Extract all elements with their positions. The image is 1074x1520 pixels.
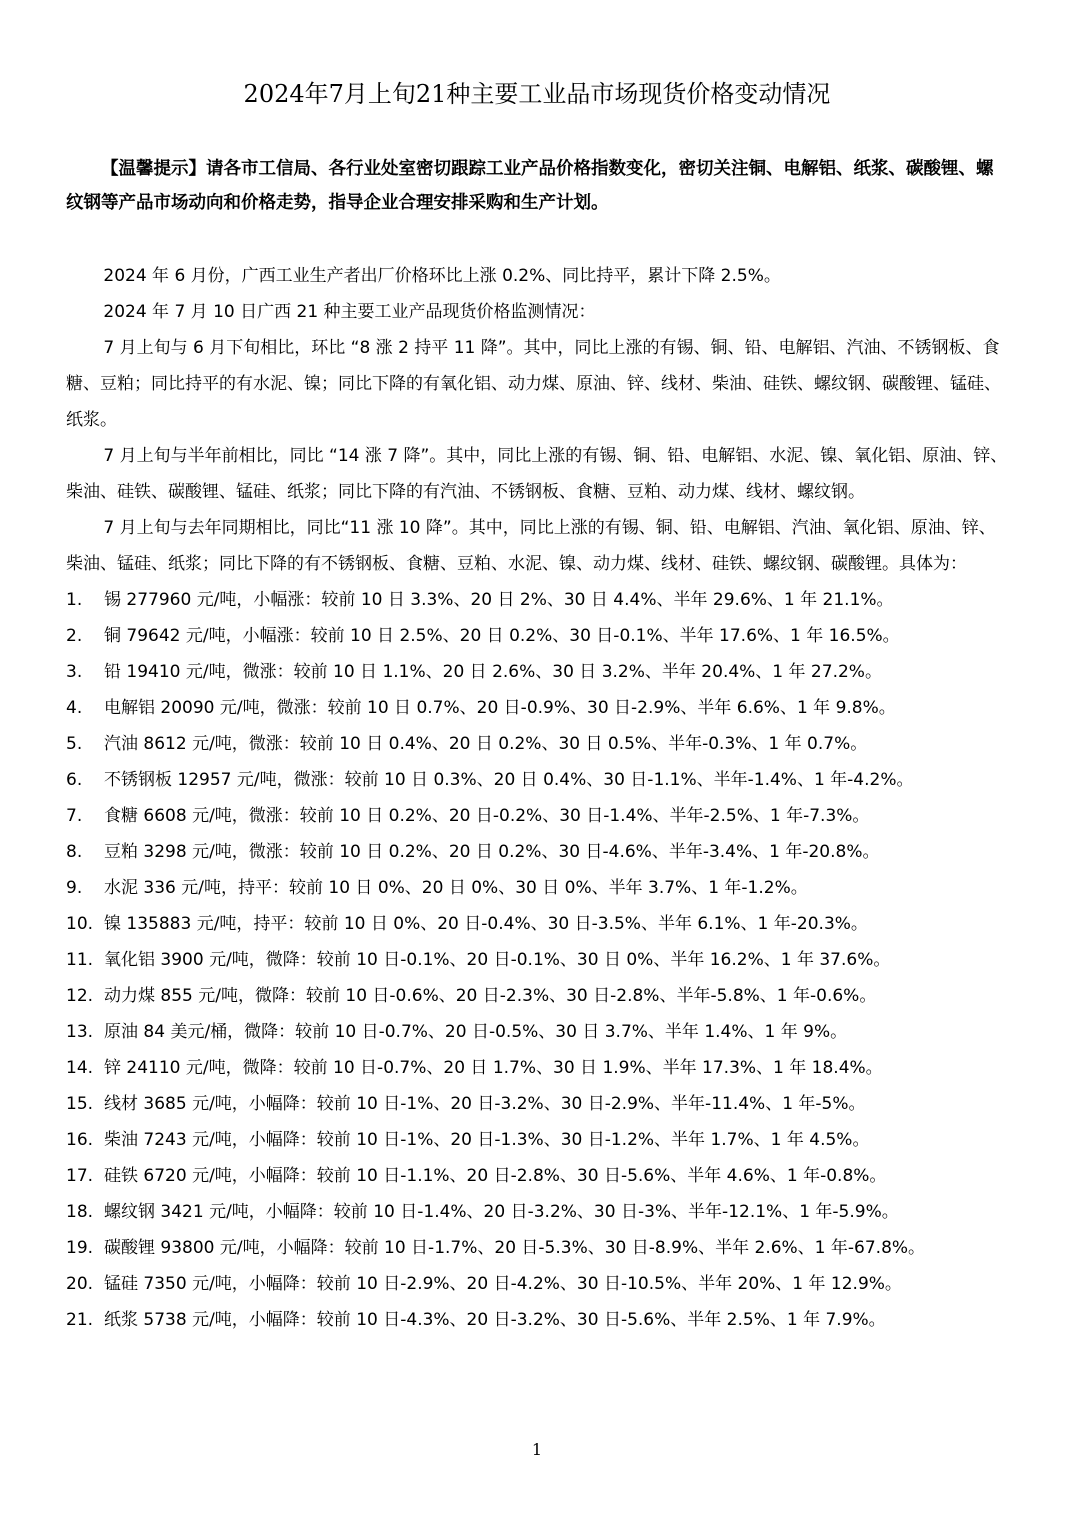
list-item	[66, 762, 1010, 798]
list-item	[66, 942, 1010, 978]
item-text: 动力煤 855 元/吨，微降：较前 10 日-0.6%、20 日-2.3%、30 日-2.8%、半年-5.8%、1 年-0.6%。	[104, 986, 877, 1006]
item-number: 12.	[66, 986, 94, 1006]
item-number: 17.	[66, 1166, 94, 1186]
item-text: 铜 79642 元/吨，小幅涨：较前 10 日 2.5%、20 日 0.2%、30 日-0.1%、半年 17.6%、1 年 16.5%。	[104, 626, 900, 646]
paragraph-ppi-summary: 2024 年 6 月份，广西工业生产者出厂价格环比上涨 0.2%、同比持平，累计下降 2.5%。	[103, 266, 781, 286]
item-number: 8.	[66, 842, 83, 862]
list-item	[66, 1086, 1010, 1122]
list-item	[66, 1266, 1010, 1302]
document-title: 2024年7月上旬21种主要工业品市场现货价格变动情况	[243, 80, 831, 108]
list-item	[66, 618, 1010, 654]
list-item	[66, 726, 1010, 762]
list-item	[66, 1014, 1010, 1050]
item-number: 13.	[66, 1022, 94, 1042]
list-item	[66, 654, 1010, 690]
item-text: 铅 19410 元/吨，微涨：较前 10 日 1.1%、20 日 2.6%、30 日 3.2%、半年 20.4%、1 年 27.2%。	[104, 662, 882, 682]
item-number: 4.	[66, 698, 83, 718]
item-text: 镍 135883 元/吨，持平：较前 10 日 0%、20 日-0.4%、30 日-3.5%、半年 6.1%、1 年-20.3%。	[104, 914, 868, 934]
item-number: 5.	[66, 734, 83, 754]
list-item	[66, 1050, 1010, 1086]
item-text: 氧化铝 3900 元/吨，微降：较前 10 日-0.1%、20 日-0.1%、30 日 0%、半年 16.2%、1 年 37.6%。	[104, 950, 891, 970]
item-number: 10.	[66, 914, 94, 934]
price-item-list	[66, 582, 1010, 1338]
item-text: 原油 84 美元/桶，微降：较前 10 日-0.7%、20 日-0.5%、30 日 3.7%、半年 1.4%、1 年 9%。	[104, 1022, 848, 1042]
item-text: 食糖 6608 元/吨，微涨：较前 10 日 0.2%、20 日-0.2%、30 日-1.4%、半年-2.5%、1 年-7.3%。	[104, 806, 870, 826]
item-text: 碳酸锂 93800 元/吨，小幅降：较前 10 日-1.7%、20 日-5.3%、30 日-8.9%、半年 2.6%、1 年-67.8%。	[104, 1238, 926, 1258]
item-text: 水泥 336 元/吨，持平：较前 10 日 0%、20 日 0%、30 日 0%、半年 3.7%、1 年-1.2%。	[104, 878, 808, 898]
list-item	[66, 906, 1010, 942]
item-number: 19.	[66, 1238, 94, 1258]
item-text: 不锈钢板 12957 元/吨，微涨：较前 10 日 0.3%、20 日 0.4%、30 日-1.1%、半年-1.4%、1 年-4.2%。	[104, 770, 914, 790]
paragraph-month-on-month: 7 月上旬与 6 月下旬相比，环比 “8 涨 2 持平 11 降”。其中，同比上涨的有锡、铜、铅、电解铝、汽油、不锈钢板、食糖、豆粕；同比持平的有水泥、镍；同比下降的有氧化铝、动力煤、原油、锌、线材、柴油、硅铁、螺纹钢、碳酸锂、锰硅、纸浆。	[66, 338, 1001, 430]
item-text: 锰硅 7350 元/吨，小幅降：较前 10 日-2.9%、20 日-4.2%、30 日-10.5%、半年 20%、1 年 12.9%。	[104, 1274, 902, 1294]
item-text: 电解铝 20090 元/吨，微涨：较前 10 日 0.7%、20 日-0.9%、30 日-2.9%、半年 6.6%、1 年 9.8%。	[104, 698, 896, 718]
item-text: 豆粕 3298 元/吨，微涨：较前 10 日 0.2%、20 日 0.2%、30 日-4.6%、半年-3.4%、1 年-20.8%。	[104, 842, 880, 862]
warm-tip: 【温馨提示】请各市工信局、各行业处室密切跟踪工业产品价格指数变化，密切关注铜、电解铝、纸浆、碳酸锂、螺纹钢等产品市场动向和价格走势，指导企业合理安排采购和生产计划。	[66, 159, 994, 213]
item-number: 9.	[66, 878, 83, 898]
item-number: 1.	[66, 590, 83, 610]
item-number: 21.	[66, 1310, 94, 1330]
list-item	[66, 798, 1010, 834]
list-item	[66, 582, 1010, 618]
paragraph-year-on-year: 7 月上旬与去年同期相比，同比“11 涨 10 降”。其中，同比上涨的有锡、铜、铅、电解铝、汽油、氧化铝、原油、锌、柴油、锰硅、纸浆；同比下降的有不锈钢板、食糖、豆粕、水泥、镍、动力煤、线材、硅铁、螺纹钢、碳酸锂。具体为：	[66, 518, 996, 574]
list-item	[66, 834, 1010, 870]
item-text: 锡 277960 元/吨，小幅涨：较前 10 日 3.3%、20 日 2%、30 日 4.4%、半年 29.6%、1 年 21.1%。	[104, 590, 894, 610]
list-item	[66, 1194, 1010, 1230]
list-item	[66, 1122, 1010, 1158]
item-text: 纸浆 5738 元/吨，小幅降：较前 10 日-4.3%、20 日-3.2%、30 日-5.6%、半年 2.5%、1 年 7.9%。	[104, 1310, 886, 1330]
item-number: 15.	[66, 1094, 94, 1114]
item-number: 20.	[66, 1274, 94, 1294]
item-number: 11.	[66, 950, 94, 970]
item-text: 硅铁 6720 元/吨，小幅降：较前 10 日-1.1%、20 日-2.8%、30 日-5.6%、半年 4.6%、1 年-0.8%。	[104, 1166, 887, 1186]
document-body	[66, 258, 1010, 1338]
item-text: 螺纹钢 3421 元/吨，小幅降：较前 10 日-1.4%、20 日-3.2%、30 日-3%、半年-12.1%、1 年-5.9%。	[104, 1202, 899, 1222]
item-text: 线材 3685 元/吨，小幅降：较前 10 日-1%、20 日-3.2%、30 日-2.9%、半年-11.4%、1 年-5%。	[104, 1094, 866, 1114]
item-text: 柴油 7243 元/吨，小幅降：较前 10 日-1%、20 日-1.3%、30 日-1.2%、半年 1.7%、1 年 4.5%。	[104, 1130, 870, 1150]
item-number: 7.	[66, 806, 83, 826]
item-text: 汽油 8612 元/吨，微涨：较前 10 日 0.4%、20 日 0.2%、30 日 0.5%、半年-0.3%、1 年 0.7%。	[104, 734, 868, 754]
list-item	[66, 1230, 1010, 1266]
list-item	[66, 1158, 1010, 1194]
item-number: 16.	[66, 1130, 94, 1150]
paragraph-monitoring-intro: 2024 年 7 月 10 日广西 21 种主要工业产品现货价格监测情况：	[103, 302, 596, 322]
item-number: 18.	[66, 1202, 94, 1222]
item-number: 2.	[66, 626, 83, 646]
page-number: 1	[531, 1440, 543, 1459]
item-number: 6.	[66, 770, 83, 790]
list-item	[66, 690, 1010, 726]
list-item	[66, 978, 1010, 1014]
item-text: 锌 24110 元/吨，微降：较前 10 日-0.7%、20 日 1.7%、30 日 1.9%、半年 17.3%、1 年 18.4%。	[104, 1058, 883, 1078]
item-number: 14.	[66, 1058, 94, 1078]
list-item	[66, 870, 1010, 906]
item-number: 3.	[66, 662, 83, 682]
paragraph-half-year: 7 月上旬与半年前相比，同比 “14 涨 7 降”。其中，同比上涨的有锡、铜、铅、电解铝、水泥、镍、氧化铝、原油、锌、柴油、硅铁、碳酸锂、锰硅、纸浆；同比下降的有汽油、不锈钢板、食糖、豆粕、动力煤、线材、螺纹钢。	[66, 446, 1008, 502]
list-item	[66, 1302, 1010, 1338]
